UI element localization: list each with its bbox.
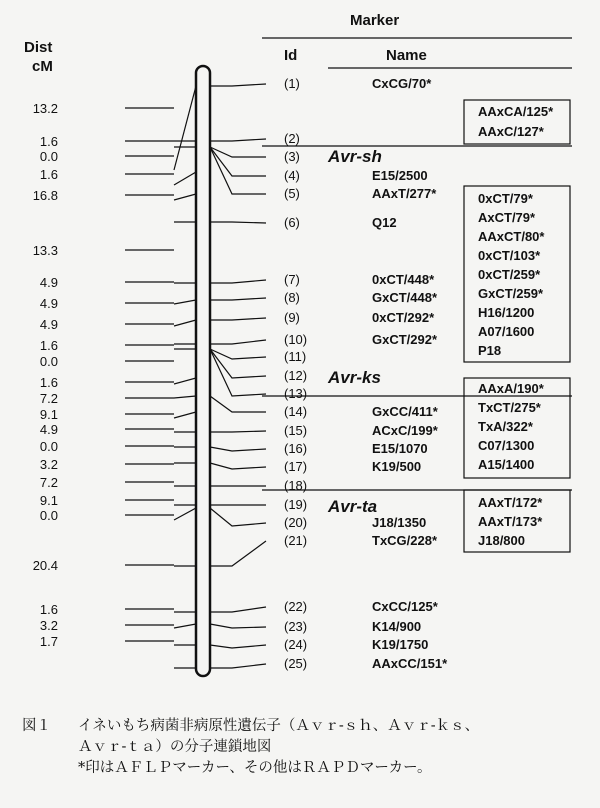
box-marker: A15/1400 [478, 457, 535, 472]
caption-line-3: *印はＡＦＬＰマーカー、その他はＲＡＰＤマーカー。 [78, 760, 432, 776]
distance-label: 1.6 [39, 167, 58, 182]
box-marker: 0xCT/79* [478, 191, 533, 206]
locus-id: (17) [284, 459, 308, 474]
marker-line-right [210, 508, 266, 526]
distance-label: 3.2 [39, 457, 58, 472]
locus-id: (25) [284, 656, 308, 671]
distance-label: 1.6 [39, 375, 58, 390]
marker-line-left [174, 412, 196, 418]
locus-id: (10) [284, 332, 308, 347]
locus-id: (18) [284, 478, 308, 493]
locus-id: (11) [284, 349, 307, 364]
distance-label: 1.7 [39, 634, 58, 649]
distance-label: 7.2 [39, 475, 58, 490]
marker-line-right [210, 607, 266, 612]
box-marker: AAxCA/125* [478, 104, 554, 119]
locus-id: (9) [284, 310, 300, 325]
marker-line-right [210, 84, 266, 86]
marker-line-right [210, 147, 266, 194]
marker-line-right [210, 349, 266, 396]
distance-label: 0.0 [39, 149, 58, 164]
marker-line-right [210, 139, 266, 141]
distance-label: 1.6 [39, 338, 58, 353]
locus-id: (4) [284, 168, 300, 183]
locus-name: K19/500 [372, 459, 422, 474]
box-marker: H16/1200 [478, 305, 535, 320]
locus-name: AAxT/277* [372, 186, 437, 201]
marker-line-left [174, 300, 196, 304]
distance-label: 13.2 [32, 101, 58, 116]
figure-caption [22, 716, 592, 779]
box-marker: AxCT/79* [478, 210, 536, 225]
locus-name: GxCT/448* [372, 290, 438, 305]
distance-label: 4.9 [39, 296, 58, 311]
locus-id: (2) [284, 131, 300, 146]
chromosome-bar [196, 66, 210, 676]
locus-id: (5) [284, 186, 300, 201]
box-marker: J18/800 [478, 533, 525, 548]
locus-name: E15/2500 [372, 168, 428, 183]
locus-id: (12) [284, 368, 308, 383]
gene-label: Avr-ta [328, 497, 378, 516]
locus-id: (1) [284, 76, 300, 91]
distance-label: 4.9 [39, 422, 58, 437]
marker-line-left [174, 194, 196, 200]
gene-label: Avr-sh [328, 147, 382, 166]
distance-label: 0.0 [39, 439, 58, 454]
marker-line-left [174, 320, 196, 326]
marker-line-left [174, 86, 196, 170]
box-marker: TxA/322* [478, 419, 533, 434]
marker-line-right [210, 396, 266, 412]
marker-line-right [210, 463, 266, 469]
box-marker: AAxCT/80* [478, 229, 545, 244]
box-marker: A07/1600 [478, 324, 535, 339]
locus-id: (21) [284, 533, 308, 548]
marker-header: Marker [350, 12, 400, 29]
marker-line-right [210, 541, 266, 566]
box-marker: P18 [478, 343, 502, 358]
locus-name: AAxCC/151* [372, 656, 448, 671]
locus-id: (20) [284, 515, 308, 530]
distance-label: 13.3 [32, 243, 58, 258]
gene-label: Avr-ks [328, 368, 381, 387]
locus-id: (22) [284, 599, 308, 614]
locus-name: K14/900 [372, 619, 422, 634]
marker-line-right [210, 431, 266, 432]
distance-label: 3.2 [39, 618, 58, 633]
marker-line-right [210, 298, 266, 300]
distance-label: 0.0 [39, 508, 58, 523]
locus-id: (24) [284, 637, 308, 652]
marker-line-right [210, 447, 266, 451]
locus-id: (7) [284, 272, 300, 287]
locus-name: CxCG/70* [372, 76, 432, 91]
distance-label: 4.9 [39, 317, 58, 332]
distance-label: 4.9 [39, 275, 58, 290]
locus-id: (8) [284, 290, 300, 305]
marker-line-right [210, 222, 266, 223]
locus-id: (15) [284, 423, 308, 438]
marker-line-right [210, 645, 266, 648]
marker-line-left [174, 508, 196, 520]
marker-line-left [174, 378, 196, 384]
locus-name: J18/1350 [372, 515, 427, 530]
marker-line-right [210, 664, 266, 668]
locus-name: TxCG/228* [372, 533, 438, 548]
locus-id: (14) [284, 404, 308, 419]
locus-name: 0xCT/448* [372, 272, 435, 287]
marker-line-right [210, 624, 266, 628]
locus-id: (3) [284, 149, 300, 164]
box-marker: TxCT/275* [478, 400, 541, 415]
locus-name: Q12 [372, 215, 397, 230]
caption-line-2: Ａｖｒ-ｔａ）の分子連鎖地図 [78, 739, 272, 755]
locus-name: GxCT/292* [372, 332, 438, 347]
marker-line-left [174, 172, 196, 185]
distance-label: 1.6 [39, 134, 58, 149]
dist-header: Dist [24, 39, 53, 56]
box-marker: AAxA/190* [478, 381, 544, 396]
marker-line-right [210, 340, 266, 344]
locus-name: 0xCT/292* [372, 310, 435, 325]
caption-line-1: イネいもち病菌非病原性遺伝子（Ａｖｒ-ｓｈ、Ａｖｒ-ｋｓ、 [78, 718, 480, 734]
distance-label: 16.8 [32, 188, 58, 203]
locus-name: E15/1070 [372, 441, 428, 456]
marker-line-left [174, 396, 196, 398]
figure-label: 図１ [22, 718, 51, 734]
marker-line-right [210, 147, 266, 157]
box-marker: AAxC/127* [478, 124, 544, 139]
locus-id: (23) [284, 619, 308, 634]
name-header: Name [386, 47, 427, 64]
marker-line-left [174, 624, 196, 628]
box-marker: GxCT/259* [478, 286, 544, 301]
box-marker: AAxT/173* [478, 514, 543, 529]
locus-id: (19) [284, 497, 308, 512]
marker-line-right [210, 349, 266, 359]
locus-name: ACxC/199* [372, 423, 438, 438]
distance-column [33, 101, 58, 649]
locus-name: GxCC/411* [372, 404, 438, 419]
box-marker: 0xCT/259* [478, 267, 541, 282]
box-marker: 0xCT/103* [478, 248, 541, 263]
locus-name: CxCC/125* [372, 599, 438, 614]
distance-label: 7.2 [39, 391, 58, 406]
locus-id: (16) [284, 441, 308, 456]
box-marker: AAxT/172* [478, 495, 543, 510]
distance-label: 9.1 [39, 493, 58, 508]
cm-header: cM [32, 58, 53, 75]
locus-id: (13) [284, 386, 308, 401]
id-header: Id [284, 47, 298, 64]
distance-label: 0.0 [39, 354, 58, 369]
locus-id: (6) [284, 215, 300, 230]
distance-label: 20.4 [32, 558, 58, 573]
distance-label: 9.1 [39, 407, 58, 422]
box-marker: C07/1300 [478, 438, 535, 453]
marker-line-right [210, 280, 266, 283]
marker-line-right [210, 318, 266, 320]
distance-label: 1.6 [39, 602, 58, 617]
locus-name: K19/1750 [372, 637, 429, 652]
cosegregating-marker-boxes [464, 100, 570, 552]
